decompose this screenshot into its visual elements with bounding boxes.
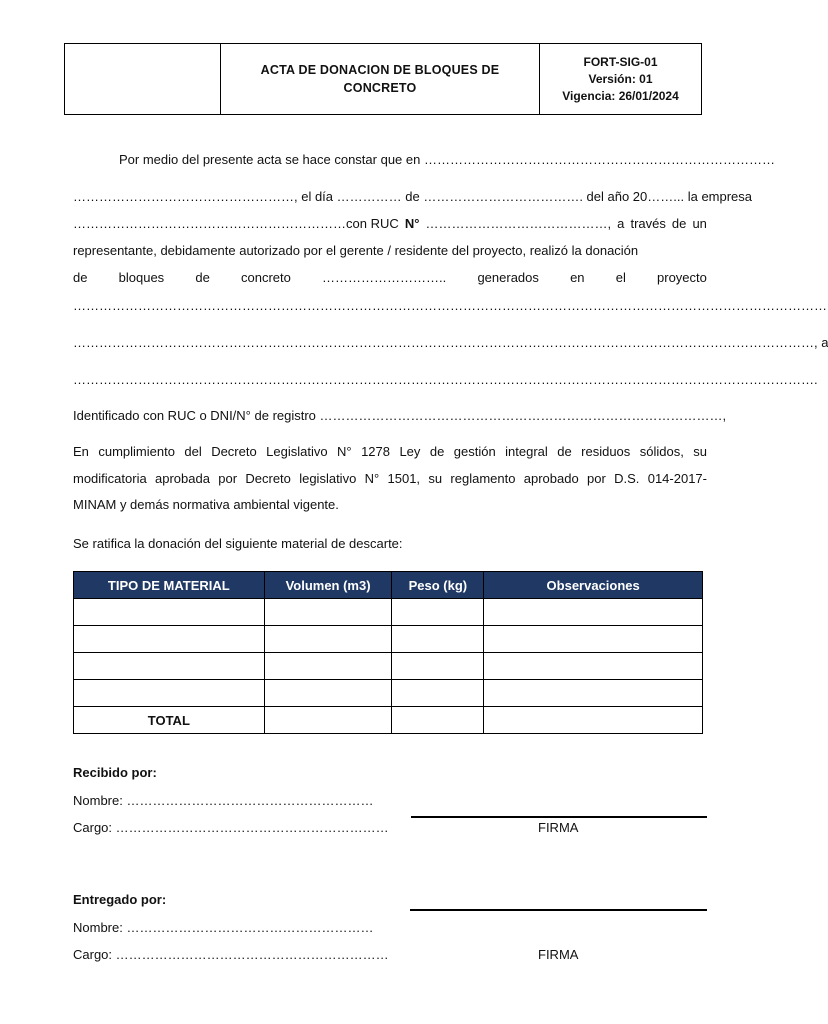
body-line-9: Identificado con RUC o DNI/N° de registro …………………………………………………………………………………, [73, 408, 727, 423]
word: ……………………….. [322, 270, 447, 285]
logo-cell [65, 44, 221, 114]
word: el [615, 270, 626, 285]
col-material-type: TIPO DE MATERIAL [74, 572, 265, 599]
table-row [74, 626, 703, 653]
form-validity: Vigencia: 26/01/2024 [562, 88, 679, 103]
table-cell[interactable] [74, 680, 265, 707]
body-line-3-part-b: N° [404, 216, 420, 231]
document-title: ACTA DE DONACION DE BLOQUES DE CONCRETO [221, 44, 540, 114]
word: de [73, 270, 88, 285]
form-code: FORT-SIG-01 [583, 54, 658, 69]
form-version: Versión: 01 [588, 71, 653, 86]
body-line-4: representante, debidamente autorizado por el gerente / residente del proyecto, realizó la donación [73, 243, 639, 258]
table-cell[interactable] [392, 653, 484, 680]
received-heading: Recibido por: [73, 765, 157, 780]
body-line-3-part-d: a [617, 216, 625, 231]
delivered-signature-label: FIRMA [538, 947, 579, 962]
delivered-heading: Entregado por: [73, 892, 167, 907]
body-line-3-part-f: de [671, 216, 687, 231]
col-volume: Volumen (m3) [264, 572, 392, 599]
table-cell[interactable] [264, 653, 392, 680]
table-cell[interactable] [484, 626, 703, 653]
word: generados [477, 270, 539, 285]
table-row [74, 680, 703, 707]
table-cell[interactable] [264, 599, 392, 626]
total-volume-cell[interactable] [264, 707, 392, 734]
legal-text: En cumplimiento del Decreto Legislativo N° 1278 Ley de gestión integral de residuos sólidos, su [73, 444, 707, 459]
delivered-role-field[interactable]: Cargo: ……………………………………………………… [73, 947, 389, 962]
table-header-row [74, 572, 703, 599]
table-cell[interactable] [264, 680, 392, 707]
delivered-signature-line[interactable] [410, 909, 707, 911]
delivered-name-field[interactable]: Nombre: ………………………………………………… [73, 920, 374, 935]
col-weight: Peso (kg) [392, 572, 484, 599]
body-line-3-part-e: través [630, 216, 666, 231]
table-total-row [74, 707, 703, 734]
received-name-field[interactable]: Nombre: ………………………………………………… [73, 793, 374, 808]
table-cell[interactable] [74, 626, 265, 653]
received-signature-line[interactable] [411, 816, 707, 818]
word: bloques [118, 270, 165, 285]
body-line-3 [73, 216, 707, 232]
body-line-5 [73, 270, 707, 286]
body-line-7: ………………………………………………………………………………………………………………………………………………………, a [73, 335, 828, 350]
received-role-field[interactable]: Cargo: ……………………………………………………… [73, 820, 389, 835]
body-line-8: ………………………………………………………………………………………………………………………………………………………. [73, 372, 818, 387]
word: de [195, 270, 210, 285]
word: proyecto [657, 270, 707, 285]
total-observations-cell[interactable] [484, 707, 703, 734]
body-line-2: ……………………………………………, el día …………… de ………………………………. del año 20……... la empresa [73, 189, 753, 204]
body-line-3-part-c: ……………………………………, [425, 216, 612, 231]
table-row [74, 599, 703, 626]
legal-text: modificatoria aprobada por Decreto legislativo N° 1501, su reglamento aprobado por D.S. 014-2017- [73, 471, 707, 486]
body-line-6: ………………………………………………………………………………………………………………………………………………………… [73, 298, 827, 313]
total-weight-cell[interactable] [392, 707, 484, 734]
table-cell[interactable] [74, 653, 265, 680]
legal-paragraph-line-3: MINAM y demás normativa ambiental vigente. [73, 497, 339, 512]
table-cell[interactable] [392, 626, 484, 653]
table-cell[interactable] [392, 680, 484, 707]
body-line-1: Por medio del presente acta se hace constar que en ……………………………………………………………………… [119, 152, 775, 167]
col-observations: Observaciones [484, 572, 703, 599]
table-cell[interactable] [484, 680, 703, 707]
table-row [74, 653, 703, 680]
document-header [64, 43, 702, 115]
word: en [570, 270, 585, 285]
body-line-3-part-a: ………………………………………………………con RUC [73, 216, 399, 231]
table-cell[interactable] [484, 599, 703, 626]
table-cell[interactable] [392, 599, 484, 626]
table-cell[interactable] [484, 653, 703, 680]
legal-paragraph-line-1 [73, 444, 707, 460]
total-label: TOTAL [74, 707, 265, 734]
received-signature-label: FIRMA [538, 820, 579, 835]
table-cell[interactable] [264, 626, 392, 653]
document-meta [540, 44, 701, 114]
material-table [73, 571, 703, 734]
ratify-text: Se ratifica la donación del siguiente material de descarte: [73, 536, 403, 551]
table-cell[interactable] [74, 599, 265, 626]
legal-paragraph-line-2 [73, 471, 707, 487]
body-line-3-part-g: un [692, 216, 707, 231]
word: concreto [241, 270, 291, 285]
